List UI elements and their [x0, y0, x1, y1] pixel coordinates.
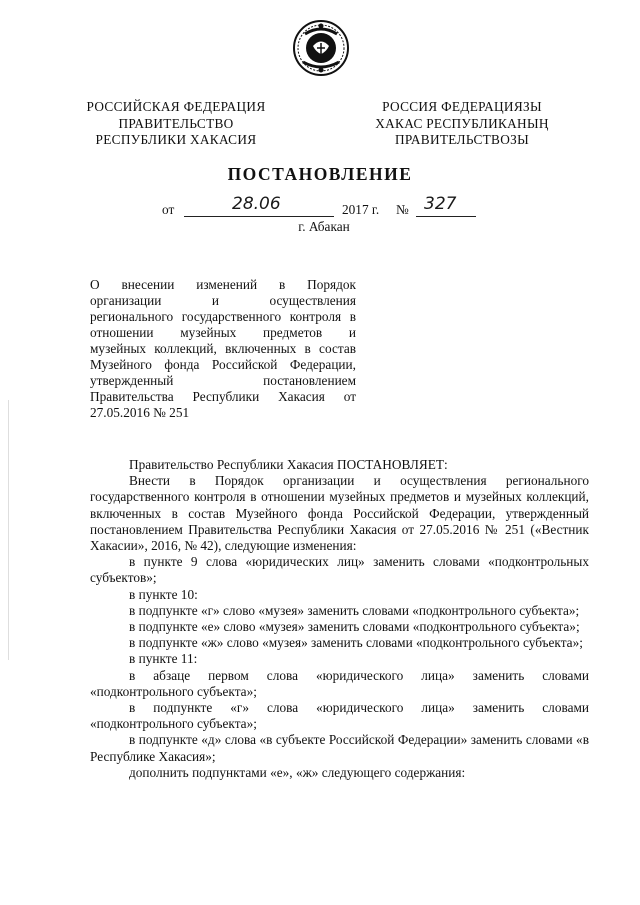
subject-line: 27.05.2016 № 251 — [90, 405, 190, 420]
header-left-line-3: РЕСПУБЛИКИ ХАКАСИЯ — [95, 132, 257, 147]
subject-line: О внесении изменений в Порядок — [90, 277, 356, 292]
body-paragraph: в подпункте «е» слово «музея» заменить словами «подконтрольного субъекта»; — [129, 619, 580, 635]
subject-line: Правительства Республики Хакасия от — [90, 389, 356, 404]
body-paragraph: в подпункте «г» слова «юридического лица» заменить словами «подконтрольного субъекта»; — [90, 700, 589, 732]
number-underline — [416, 216, 476, 217]
date-number-line — [162, 194, 482, 218]
date-underline — [184, 216, 334, 217]
document-body — [90, 457, 589, 781]
body-paragraph: в подпункте «ж» слово «музея» заменить словами «подконтрольного субъекта»; — [129, 635, 583, 651]
subject-line: Музейного фонда Российской Федерации, — [90, 357, 356, 372]
date-prefix: от — [162, 202, 175, 217]
body-paragraph: Внести в Порядок организации и осуществления регионального государственного контроля в отношении музейных предметов и музейных коллекций, включенных в состав Музейного фонда Российской Федерации, утвержденный постановлением Правительства Республики Хакасия от 27.05.2016 № 251 («Вестник Хакасии», 2016, № 42), следующие изменения: — [90, 473, 589, 554]
subject-line: регионального государственного контроля в — [90, 309, 356, 324]
emblem-of-khakassia-icon — [291, 18, 351, 78]
body-paragraph: в подпункте «д» слова «в субъекте Российской Федерации» заменить словами «в Республике Хакасия»; — [90, 732, 589, 764]
body-paragraph: Правительство Республики Хакасия ПОСТАНОВЛЯЕТ: — [129, 457, 448, 472]
subject-line: музейных коллекций, включенных в состав — [90, 341, 356, 356]
date-day-month: 28.06 — [232, 194, 281, 214]
subject-block — [90, 277, 356, 421]
body-paragraph: в подпункте «г» слово «музея» заменить словами «подконтрольного субъекта»; — [129, 602, 580, 618]
header-left-block — [78, 99, 274, 149]
body-paragraph: в пункте 10: — [129, 586, 198, 602]
header-right-block — [364, 99, 560, 149]
header-left-line-1: РОССИЙСКАЯ ФЕДЕРАЦИЯ — [86, 99, 266, 114]
city: г. Абакан — [298, 219, 350, 234]
subject-line: организации и осуществления — [90, 293, 356, 308]
subject-line: отношении музейных предметов и — [90, 325, 356, 340]
header-right-line-1: РОССИЯ ФЕДЕРАЦИЯЗЫ — [382, 99, 542, 114]
header-right-line-3: ПРАВИТЕЛЬСТВОЗЫ — [395, 132, 529, 147]
body-paragraph: в абзаце первом слова «юридического лица» заменить словами «подконтрольного субъекта»; — [90, 667, 589, 699]
number-label: № — [396, 202, 409, 217]
body-paragraph: в пункте 11: — [129, 651, 198, 667]
header-right-line-2: ХАКАС РЕСПУБЛИКАНЫҢ — [375, 115, 549, 131]
document-title: ПОСТАНОВЛЕНИЕ — [227, 164, 413, 184]
body-paragraph: в пункте 9 слова «юридических лиц» заменить словами «подконтрольных субъектов»; — [90, 554, 589, 586]
date-year: 2017 г. — [342, 202, 380, 217]
scan-margin-mark — [8, 400, 9, 660]
subject-line: утвержденный постановлением — [90, 373, 356, 388]
document-number: 327 — [424, 194, 457, 214]
body-paragraph: дополнить подпунктами «е», «ж» следующего содержания: — [129, 764, 466, 780]
header-left-line-2: ПРАВИТЕЛЬСТВО — [118, 115, 234, 131]
